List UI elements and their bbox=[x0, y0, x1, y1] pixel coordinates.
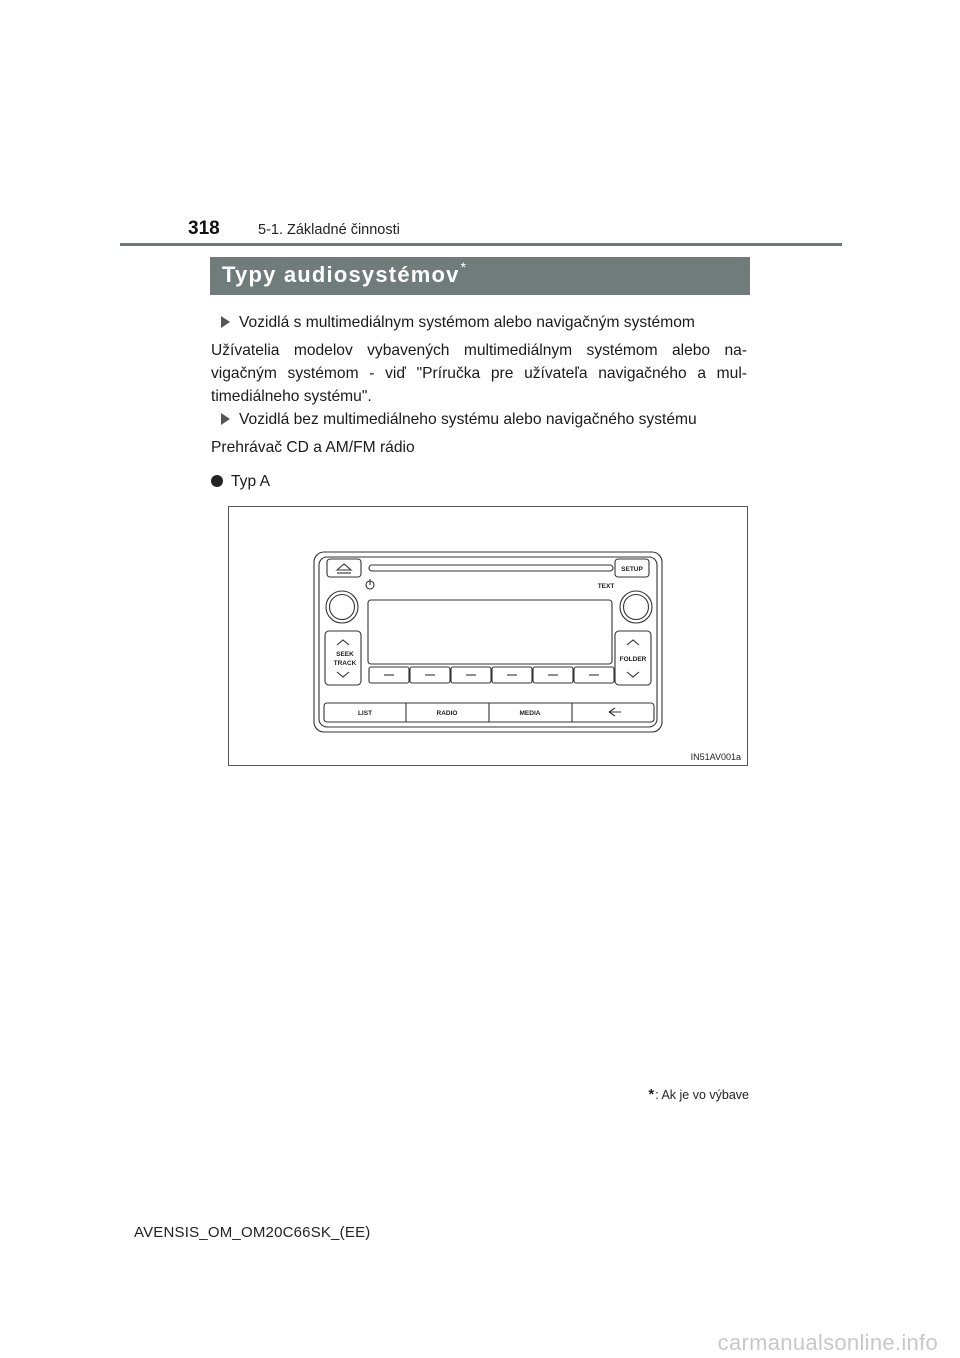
paragraph bbox=[211, 339, 747, 408]
footnote bbox=[648, 1086, 749, 1103]
header-divider bbox=[120, 243, 842, 246]
document-code: AVENSIS_OM_OM20C66SK_(EE) bbox=[134, 1224, 371, 1241]
bullet-item-text: Typ A bbox=[231, 473, 271, 490]
setup-label: SETUP bbox=[621, 566, 643, 573]
arrow-bullet-icon bbox=[221, 316, 230, 328]
seek-label: SEEK bbox=[336, 651, 354, 658]
text-label: TEXT bbox=[597, 583, 615, 590]
paragraph: Prehrávač CD a AM/FM rádio bbox=[211, 439, 415, 456]
bullet-dot-icon bbox=[211, 475, 223, 487]
list-item bbox=[221, 408, 697, 431]
section-title bbox=[210, 257, 750, 295]
list-item-text: Vozidlá bez multimediálneho systému alebo navigačného systému bbox=[239, 411, 697, 428]
track-label: TRACK bbox=[333, 660, 357, 667]
watermark: carmanualsonline.info bbox=[717, 1330, 938, 1355]
audio-unit-illustration bbox=[229, 507, 749, 767]
figure-code: IN51AV001a bbox=[690, 752, 741, 762]
footnote-text: : Ak je vo výbave bbox=[655, 1088, 749, 1102]
bullet-item bbox=[211, 470, 270, 493]
paragraph-line: timediálneho systému". bbox=[211, 388, 372, 405]
section-label: 5-1. Základné činnosti bbox=[258, 222, 400, 238]
arrow-bullet-icon bbox=[221, 413, 230, 425]
radio-label: RADIO bbox=[436, 710, 458, 717]
section-title-text: Typy audiosystémov bbox=[222, 262, 460, 287]
list-label: LIST bbox=[357, 710, 373, 717]
page-number: 318 bbox=[188, 218, 220, 239]
list-item-text: Vozidlá s multimediálnym systémom alebo navigačným systémom bbox=[239, 314, 695, 331]
optional-equipment-marker: * bbox=[460, 259, 468, 275]
paragraph-line: vigačným systémom - viď "Príručka pre užívateľa navigačného a mul- bbox=[211, 365, 747, 382]
paragraph-line: Užívatelia modelov vybavených multimediálnym systémom alebo na- bbox=[211, 342, 747, 359]
list-item bbox=[221, 311, 695, 334]
folder-label: FOLDER bbox=[619, 656, 647, 663]
footnote-marker: * bbox=[648, 1086, 655, 1103]
media-label: MEDIA bbox=[519, 710, 541, 717]
audio-unit-figure bbox=[228, 506, 748, 766]
